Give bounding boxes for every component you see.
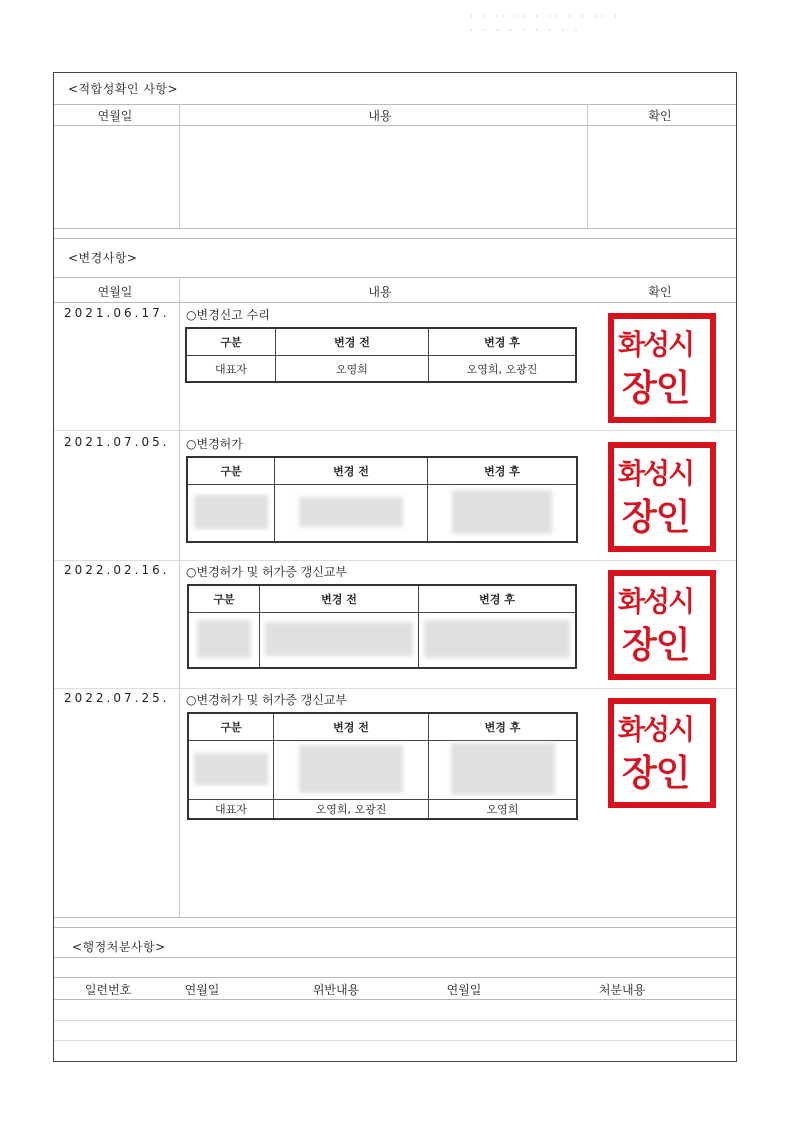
divider xyxy=(54,977,736,978)
divider xyxy=(54,957,736,958)
change-table xyxy=(186,456,578,543)
conformity-title: <적합성확인 사항> xyxy=(68,82,179,96)
official-seal xyxy=(608,442,716,552)
seal-text-2: 장인 xyxy=(622,753,690,794)
changes-title: <변경사항> xyxy=(68,251,138,265)
table-cell-before: 오영희 xyxy=(276,356,429,383)
entry-date: 2022.02.16. xyxy=(64,563,170,577)
redacted-cell xyxy=(260,613,419,669)
scan-noise: · · ·· ·· · ·· · · ·· · xyxy=(470,12,621,21)
divider xyxy=(54,927,736,928)
redacted-cell xyxy=(274,741,429,800)
official-seal xyxy=(608,570,716,680)
column-divider xyxy=(587,104,588,228)
divider xyxy=(54,104,736,105)
redacted-cell xyxy=(275,485,428,543)
table-header-before: 변경 전 xyxy=(260,585,419,613)
redacted-cell xyxy=(187,485,275,543)
divider xyxy=(54,277,736,278)
admin-title: <행정처분사항> xyxy=(72,940,166,954)
table-header-after: 변경 후 xyxy=(429,713,578,741)
table-cell-category: 대표자 xyxy=(188,800,274,820)
changes-header-content: 내용 xyxy=(368,285,392,299)
divider xyxy=(54,228,736,229)
entry-date: 2021.06.17. xyxy=(64,306,170,320)
redacted-cell xyxy=(428,485,578,543)
admin-header-serial: 일련번호 xyxy=(84,983,132,997)
change-table xyxy=(187,584,577,669)
column-divider xyxy=(179,277,180,917)
entry-title: ○변경허가 및 허가증 갱신교부 xyxy=(186,693,348,707)
divider xyxy=(54,1040,736,1041)
changes-header-confirm: 확인 xyxy=(648,285,672,299)
table-cell-after: 오영희, 오광진 xyxy=(429,356,577,383)
divider xyxy=(54,688,736,689)
conformity-header-confirm: 확인 xyxy=(648,109,672,123)
admin-header-date: 연월일 xyxy=(184,983,220,997)
entry-date: 2022.07.25. xyxy=(64,691,170,705)
conformity-header-content: 내용 xyxy=(368,109,392,123)
entry-title: ○변경신고 수리 xyxy=(186,308,270,322)
admin-header-date2: 연월일 xyxy=(446,983,482,997)
seal-text-1: 화성시 xyxy=(618,713,694,746)
official-seal xyxy=(608,313,716,423)
divider xyxy=(54,917,736,918)
table-header-before: 변경 전 xyxy=(276,328,429,356)
table-cell-before: 오영희, 오광진 xyxy=(274,800,429,820)
seal-text-2: 장인 xyxy=(622,497,690,538)
redacted-cell xyxy=(419,613,577,669)
redacted-cell xyxy=(188,741,274,800)
table-header-category: 구분 xyxy=(186,328,276,356)
divider xyxy=(54,125,736,126)
column-divider xyxy=(179,104,180,228)
table-header-category: 구분 xyxy=(188,713,274,741)
divider xyxy=(54,302,736,303)
redacted-cell xyxy=(188,613,260,669)
divider xyxy=(54,238,736,239)
conformity-header-date: 연월일 xyxy=(97,109,133,123)
table-header-after: 변경 후 xyxy=(428,457,578,485)
divider xyxy=(54,560,736,561)
entry-title: ○변경허가 xyxy=(186,437,243,451)
seal-text-2: 장인 xyxy=(622,625,690,666)
change-table xyxy=(185,327,577,383)
table-header-before: 변경 전 xyxy=(274,713,429,741)
table-cell-category: 대표자 xyxy=(186,356,276,383)
admin-header-action: 처분내용 xyxy=(598,983,646,997)
divider xyxy=(54,1020,736,1021)
change-table xyxy=(187,712,578,820)
entry-date: 2021.07.05. xyxy=(64,435,170,449)
table-header-after: 변경 후 xyxy=(429,328,577,356)
seal-text-1: 화성시 xyxy=(618,585,694,618)
seal-text-2: 장인 xyxy=(622,368,690,409)
official-seal xyxy=(608,698,716,808)
table-header-category: 구분 xyxy=(187,457,275,485)
seal-text-1: 화성시 xyxy=(618,457,694,490)
redacted-cell xyxy=(429,741,578,800)
admin-header-violation: 위반내용 xyxy=(312,983,360,997)
seal-text-1: 화성시 xyxy=(618,328,694,361)
table-header-after: 변경 후 xyxy=(419,585,577,613)
entry-title: ○변경허가 및 허가증 갱신교부 xyxy=(186,565,348,579)
scan-noise: · · · · · · · · · xyxy=(470,26,582,35)
divider xyxy=(54,430,736,431)
changes-header-date: 연월일 xyxy=(97,285,133,299)
table-header-before: 변경 전 xyxy=(275,457,428,485)
table-header-category: 구분 xyxy=(188,585,260,613)
divider xyxy=(54,999,736,1000)
table-cell-after: 오영희 xyxy=(429,800,578,820)
